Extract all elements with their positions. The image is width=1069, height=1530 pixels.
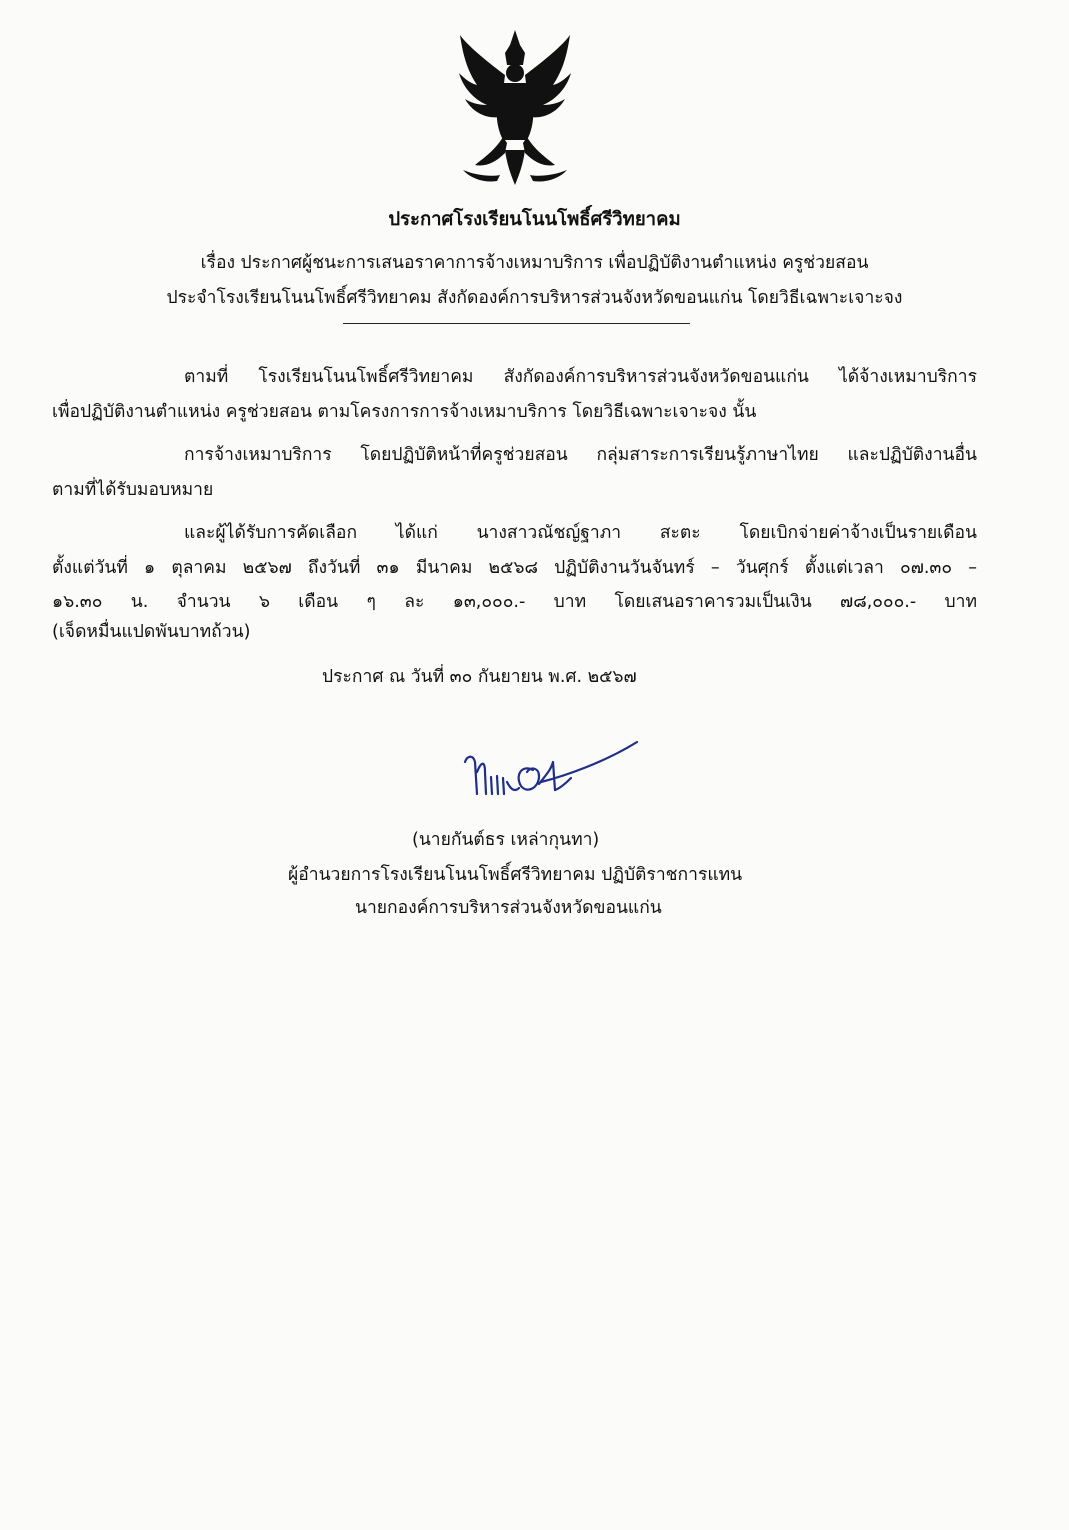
paragraph-3-line-2: ตั้งแต่วันที่ ๑ ตุลาคม ๒๕๖๗ ถึงวันที่ ๓๑ มีนาคม ๒๕๖๘ ปฏิบัติงานวันจันทร์ – วันศุกร์ ตั้งแต่เวลา ๐๗.๓๐ – bbox=[52, 558, 977, 578]
signature-image bbox=[455, 732, 655, 812]
paragraph-2-line-2: ตามที่ได้รับมอบหมาย bbox=[52, 480, 214, 500]
paragraph-2-line-1: การจ้างเหมาบริการ โดยปฏิบัติหน้าที่ครูช่วยสอน กลุ่มสาระการเรียนรู้ภาษาไทย และปฏิบัติงานอื่น bbox=[184, 445, 977, 465]
paragraph-3-line-3: ๑๖.๓๐ น. จำนวน ๖ เดือน ๆ ละ ๑๓,๐๐๐.- บาท โดยเสนอราคารวมเป็นเงิน ๗๘,๐๐๐.- บาท bbox=[52, 592, 977, 612]
subject-line-2: ประจำโรงเรียนโนนโพธิ์ศรีวิทยาคม สังกัดองค์การบริหารส่วนจังหวัดขอนแก่น โดยวิธีเฉพาะเจาะจง bbox=[166, 288, 903, 308]
paragraph-3-line-1: และผู้ได้รับการคัดเลือก ได้แก่ นางสาวณัชญ์ฐาภา สะตะ โดยเบิกจ่ายค่าจ้างเป็นรายเดือน bbox=[184, 523, 977, 543]
paragraph-3-line-4: (เจ็ดหมื่นแปดพันบาทถ้วน) bbox=[52, 622, 251, 642]
subject-line-1: เรื่อง ประกาศผู้ชนะการเสนอราคาการจ้างเหมาบริการ เพื่อปฏิบัติงานตำแหน่ง ครูช่วยสอน bbox=[200, 253, 869, 273]
signer-position-1: ผู้อำนวยการโรงเรียนโนนโพธิ์ศรีวิทยาคม ปฏิบัติราชการแทน bbox=[288, 865, 743, 885]
paragraph-1-line-1: ตามที่ โรงเรียนโนนโพธิ์ศรีวิทยาคม สังกัดองค์การบริหารส่วนจังหวัดขอนแก่น ได้จ้างเหมาบริการ bbox=[184, 367, 977, 387]
announce-date: ประกาศ ณ วันที่ ๓๐ กันยายน พ.ศ. ๒๕๖๗ bbox=[322, 667, 637, 687]
signer-position-2: นายกองค์การบริหารส่วนจังหวัดขอนแก่น bbox=[355, 898, 662, 918]
paragraph-1-line-2: เพื่อปฏิบัติงานตำแหน่ง ครูช่วยสอน ตามโครงการการจ้างเหมาบริการ โดยวิธีเฉพาะเจาะจง นั้น bbox=[52, 402, 757, 422]
document-title: ประกาศโรงเรียนโนนโพธิ์ศรีวิทยาคม bbox=[388, 209, 681, 230]
header-divider bbox=[343, 323, 690, 324]
garuda-emblem-icon bbox=[455, 25, 575, 190]
signer-name: (นายกันต์ธร เหล่ากุนทา) bbox=[412, 830, 600, 850]
